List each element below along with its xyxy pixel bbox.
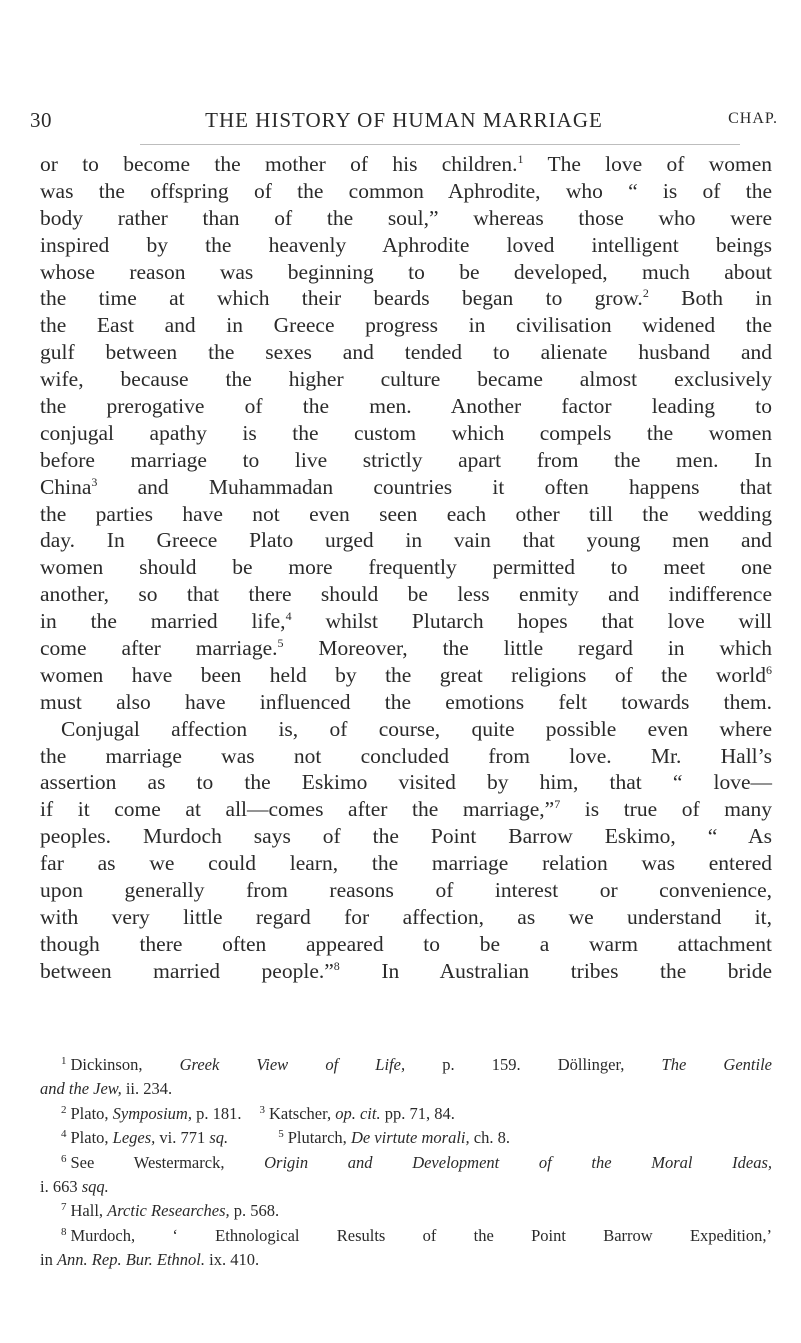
text-run: before marriage to live strictly apart from the men. In — [40, 447, 772, 472]
text-line — [40, 312, 772, 339]
footnote-title: Symposium, — [112, 1103, 192, 1123]
footnote-6-cont — [40, 1175, 772, 1199]
footnote-reference: 4 — [285, 609, 292, 624]
text-line — [40, 823, 772, 850]
footnote-text: Plato, — [70, 1128, 113, 1148]
text-run: must also have influenced the emotions felt towards them. — [40, 689, 772, 714]
footnote-text: See Westermarck, — [70, 1152, 265, 1172]
text-line — [40, 689, 772, 716]
footnote-marker: 3 — [259, 1103, 265, 1116]
text-line — [40, 877, 772, 904]
text-run: though there often appeared to be a warm attachment — [40, 931, 772, 956]
footnote-title: Leges, — [112, 1128, 156, 1148]
text-run: Both in — [648, 286, 772, 311]
footnote-title: and the Jew, — [40, 1079, 122, 1099]
text-run: another, so that there should be less enmity and indifference — [40, 582, 772, 607]
footnote-marker: 8 — [61, 1225, 67, 1238]
footnote-reference: 8 — [333, 958, 340, 973]
text-run: far as we could learn, the marriage relation was entered — [40, 851, 772, 876]
text-run: In Australian tribes the bride — [339, 958, 772, 983]
footnote-reference: 3 — [91, 474, 98, 489]
text-run: between married people.” — [40, 958, 334, 983]
text-line — [40, 743, 772, 770]
text-run: assertion as to the Eskimo visited by him, that “ love— — [40, 770, 772, 795]
footnote-marker: 4 — [61, 1128, 67, 1141]
text-run: the marriage was not concluded from love. Mr. Hall’s — [40, 743, 772, 768]
text-run: the time at which their beards began to grow. — [40, 286, 643, 311]
text-line — [40, 339, 772, 366]
text-run: or to become the mother of his children. — [40, 152, 518, 176]
text-run: if it come at all—comes after the marriage,” — [40, 797, 555, 822]
text-run: whose reason was beginning to be developed, much about — [40, 259, 772, 284]
footnote-text: Murdoch, ‘ Ethnological Results of the Point Barrow Expedition,’ — [70, 1225, 772, 1245]
footnote-2-3 — [40, 1102, 772, 1126]
text-line — [40, 205, 772, 232]
text-run: the parties have not even seen each other till the wedding — [40, 501, 772, 526]
text-run: the prerogative of the men. Another factor leading to — [40, 394, 772, 419]
text-line — [40, 393, 772, 420]
text-line — [40, 581, 772, 608]
text-run: conjugal apathy is the custom which compels the women — [40, 420, 772, 445]
footnote-title: op. cit. — [335, 1103, 381, 1123]
footnote-4-5 — [40, 1126, 772, 1150]
footnote-marker: 5 — [278, 1128, 284, 1141]
footnote-text: p. 159. Döllinger, — [405, 1055, 662, 1074]
footnote-text: in — [40, 1250, 57, 1270]
footnote-title: sq. — [209, 1128, 229, 1148]
footnote-reference: 1 — [517, 152, 524, 166]
footnote-text: Plutarch, — [287, 1128, 351, 1148]
text-run: body rather than of the soul,” whereas those who were — [40, 205, 772, 230]
page-number: 30 — [30, 108, 52, 132]
footnote-text: ix. 410. — [205, 1250, 260, 1270]
footnote-text: Plato, — [70, 1103, 113, 1123]
footnote-1 — [40, 1053, 772, 1077]
footnote-8-cont — [40, 1248, 772, 1272]
text-line — [40, 931, 772, 958]
text-run: come after marriage. — [40, 636, 278, 661]
footnote-title: The Gentile — [661, 1055, 772, 1074]
text-line — [40, 769, 772, 796]
text-line — [40, 958, 772, 985]
text-line — [40, 447, 772, 474]
text-line — [40, 635, 772, 662]
text-run: China — [40, 474, 92, 499]
footnote-text: pp. 71, 84. — [380, 1103, 455, 1123]
text-line — [40, 554, 772, 581]
running-head — [30, 108, 778, 138]
text-run: peoples. Murdoch says of the Point Barrow Eskimo, “ As — [40, 824, 772, 849]
text-run: gulf between the sexes and tended to alienate husband and — [40, 340, 772, 365]
text-line — [40, 501, 772, 528]
text-line — [40, 527, 772, 554]
book-title: THE HISTORY OF HUMAN MARRIAGE — [205, 108, 603, 132]
footnote-title: Greek View of Life, — [179, 1055, 406, 1074]
text-line — [40, 904, 772, 931]
footnote-text: Dickinson, — [70, 1055, 180, 1074]
text-run: women should be more frequently permitted to meet one — [40, 555, 772, 580]
text-line — [40, 716, 772, 743]
footnote-text: ch. 8. — [469, 1128, 510, 1148]
footnote-title: Arctic Researches, — [107, 1201, 230, 1221]
footnote-reference: 6 — [766, 662, 772, 677]
text-run: inspired by the heavenly Aphrodite loved intelligent beings — [40, 232, 772, 257]
text-line — [40, 474, 772, 501]
text-line — [40, 232, 772, 259]
footnote-marker: 1 — [61, 1055, 67, 1067]
footnote-text: i. 663 — [40, 1176, 82, 1196]
text-run: Moreover, the little regard in which — [283, 636, 772, 661]
text-run: in the married life, — [40, 609, 286, 634]
footnote-marker: 2 — [61, 1103, 67, 1116]
text-line — [40, 285, 772, 312]
footnote-8 — [40, 1224, 772, 1248]
text-line — [40, 151, 772, 178]
footnote-title: Origin and Development of the Moral Ideas, — [264, 1152, 772, 1172]
footnote-title: sqq. — [81, 1176, 109, 1196]
footnote-6 — [40, 1151, 772, 1175]
text-run: was the offspring of the common Aphrodite, who “ is of the — [40, 178, 772, 203]
footnote-marker: 7 — [61, 1201, 67, 1214]
footnote-text: Hall, — [70, 1201, 108, 1221]
footnote-text: ii. 234. — [121, 1079, 173, 1099]
text-run: Conjugal affection is, of course, quite possible even where — [61, 716, 772, 741]
footnote-reference: 5 — [277, 636, 284, 651]
text-run: whilst Plutarch hopes that love will — [291, 609, 773, 634]
footnote-text: Katscher, — [268, 1103, 336, 1123]
text-line — [40, 796, 772, 823]
footnote-reference: 2 — [642, 286, 649, 301]
text-run: upon generally from reasons of interest or convenience, — [40, 878, 772, 903]
footnote-7 — [40, 1199, 772, 1223]
footnote-text: vi. 771 — [155, 1128, 210, 1148]
header-rule — [140, 144, 740, 145]
body-text — [40, 151, 772, 985]
text-run: with very little regard for affection, as we understand it, — [40, 904, 772, 929]
footnote-marker: 6 — [61, 1152, 67, 1165]
text-line — [40, 259, 772, 286]
footnote-text: p. 181. — [191, 1103, 242, 1123]
text-run: women have been held by the great religions of the world — [40, 662, 766, 687]
footnote-text: p. 568. — [229, 1201, 280, 1221]
footnote-1-cont — [40, 1077, 772, 1101]
text-run: and Muhammadan countries it often happens that — [97, 474, 772, 499]
text-line — [40, 366, 772, 393]
text-line — [40, 178, 772, 205]
text-run: The love of women — [523, 152, 772, 176]
footnote-title: De virtute morali, — [350, 1128, 470, 1148]
chapter-label: CHAP. — [728, 110, 778, 127]
text-run: day. In Greece Plato urged in vain that young men and — [40, 528, 772, 553]
footnote-reference: 7 — [554, 797, 561, 812]
text-line — [40, 850, 772, 877]
footnote-title: Ann. Rep. Bur. Ethnol. — [56, 1250, 205, 1270]
text-line — [40, 662, 772, 689]
text-run: is true of many — [560, 797, 772, 822]
footnotes — [40, 1053, 772, 1273]
text-run: wife, because the higher culture became almost exclusively — [40, 367, 772, 392]
text-line — [40, 420, 772, 447]
text-run: the East and in Greece progress in civilisation widened the — [40, 313, 772, 338]
text-line — [40, 608, 772, 635]
